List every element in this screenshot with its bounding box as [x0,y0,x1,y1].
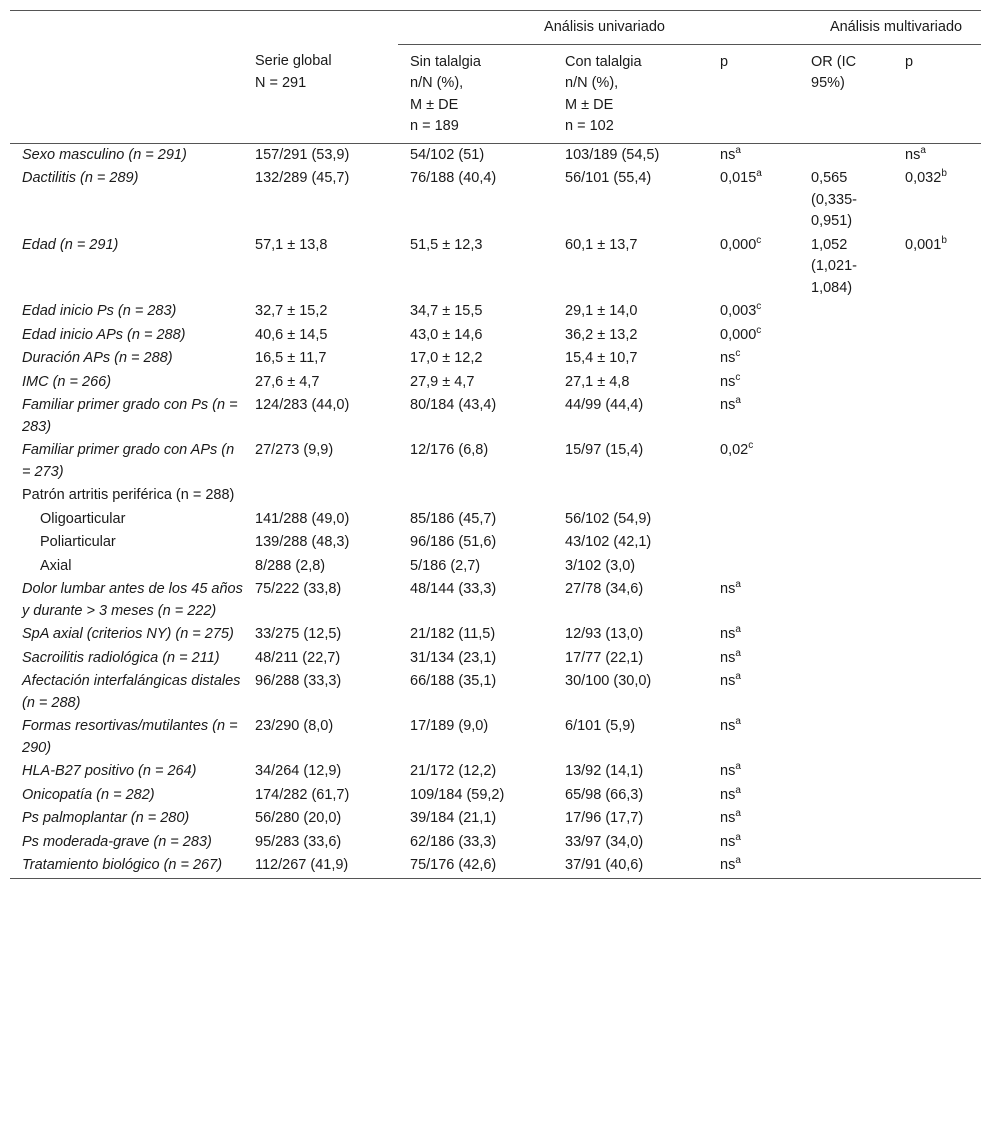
cell-global: 32,7 ± 15,2 [255,303,328,319]
table-row [10,854,981,878]
cell-with-talalgia: 15,4 ± 10,7 [565,350,638,366]
row-label: Afectación interfalángicas distales (n = 288) [22,673,241,711]
cell-or-ci [799,807,893,831]
cell-or-ci [799,371,893,395]
col-p-multivariate: p [893,44,981,143]
cell-global: 139/288 (48,3) [255,534,350,550]
table-row [10,831,981,855]
row-label: Sexo masculino (n = 291) [22,146,187,163]
cell-no-talalgia: 48/144 (33,3) [410,581,497,597]
cell-p-univariate: $ns^a$ [708,854,799,878]
cell-p-multivariate [893,578,981,623]
cell-or-ci [799,784,893,808]
row-label: Axial [40,557,72,574]
cell-p-univariate: $ns^a$ [720,647,741,666]
row-label: Patrón artritis periférica (n = 288) [22,487,235,503]
cell-global: 57,1 ± 13,8 [255,236,328,253]
cell-no-talalgia: 5/186 (2,7) [410,557,481,574]
cell-p-multivariate [893,347,981,371]
table-row [10,555,981,579]
cell-or-ci [799,555,893,579]
row-label: Sacroilitis radiológica (n = 211) [22,649,220,666]
cell-p-univariate: $ns^a$ [720,831,741,850]
cell-p-multivariate [893,508,981,532]
cell-no-talalgia: 109/184 (59,2) [410,786,505,803]
cell-p-multivariate [893,300,981,324]
row-label: Onicopatía (n = 282) [22,786,155,803]
cell-with-talalgia: 17/96 (17,7) [565,810,644,826]
table-body [10,143,981,878]
cell-p-multivariate: 0,032$^b$ [905,168,947,186]
cell-with-talalgia: 15/97 (15,4) [565,442,644,458]
row-label: HLA-B27 positivo (n = 264) [22,763,197,779]
cell-or-ci [799,300,893,324]
cell-global: 56/280 (20,0) [255,810,342,826]
cell-p-univariate: $ns^a$ [720,761,741,779]
cell-global: 95/283 (33,6) [255,833,342,850]
cell-p-univariate: 0,000$^c$ [720,324,762,343]
cell-with-talalgia: 33/97 (34,0) [565,833,644,850]
table-row [10,234,981,301]
cell-or-ci [799,143,893,167]
cell-or-ci [799,347,893,371]
table-row [10,394,981,439]
cell-p-multivariate [893,670,981,715]
multivariate-group-header: Análisis multivariado [799,11,981,45]
row-label: Tratamiento biológico (n = 267) [10,854,243,878]
cell-no-talalgia: 66/188 (35,1) [410,673,497,689]
cell-p-univariate: $ns^a$ [720,784,741,803]
col-p-univariate: p [708,44,799,143]
table-row [10,578,981,623]
cell-global: 96/288 (33,3) [255,673,342,689]
cell-p-univariate: $ns^a$ [720,579,741,597]
cell-p-multivariate [893,324,981,348]
cell-with-talalgia: 27,1 ± 4,8 [565,373,630,390]
cell-no-talalgia: 75/176 (42,6) [398,854,553,878]
cell-p-univariate: $ns^a$ [720,671,741,689]
cell-global: 157/291 (53,9) [255,146,350,163]
col-with-talalgia: Con talalgia n/N (%), M ± DE n = 102 [553,44,708,143]
cell-p-multivariate: $ns^a$ [905,144,926,163]
cell-with-talalgia: 36,2 ± 13,2 [565,326,638,343]
table-row [10,371,981,395]
cell-with-talalgia: 17/77 (22,1) [565,649,644,666]
table-container [10,10,981,879]
cell-p-univariate: 0,000$^c$ [720,234,762,253]
cell-with-talalgia: 56/102 (54,9) [565,510,652,527]
row-label: Edad inicio APs (n = 288) [22,326,186,343]
table-row [10,784,981,808]
table-row [10,760,981,784]
table-row [10,484,981,508]
col-global: Serie global N = 291 [243,44,398,143]
cell-or-ci [799,831,893,855]
cell-global: 16,5 ± 11,7 [255,350,327,366]
cell-p-multivariate [893,807,981,831]
cell-no-talalgia: 54/102 (51) [410,146,485,163]
cell-global: 27/273 (9,9) [255,442,334,458]
cell-or-ci [799,508,893,532]
results-table [10,10,981,879]
cell-with-talalgia: 30/100 (30,0) [565,673,652,689]
cell-p-multivariate [893,623,981,647]
cell-with-talalgia: 3/102 (3,0) [565,557,636,574]
row-label: Duración APs (n = 288) [22,350,173,366]
cell-or-ci [799,854,893,878]
cell-p-univariate [708,531,799,555]
cell-p-multivariate [893,394,981,439]
cell-p-univariate: $ns^c$ [720,348,741,366]
row-label: Familiar primer grado con Ps (n = 283) [22,397,238,435]
cell-or-ci [799,623,893,647]
col-no-talalgia: Sin talalgia n/N (%), M ± DE n = 189 [398,44,553,143]
cell-global: 124/283 (44,0) [255,397,350,413]
cell-no-talalgia: 51,5 ± 12,3 [410,236,483,253]
cell-with-talalgia: 65/98 (66,3) [565,786,644,803]
cell-global: 8/288 (2,8) [255,557,326,574]
cell-or-ci: 1,052 (1,021-1,084) [811,236,857,296]
cell-with-talalgia: 29,1 ± 14,0 [565,303,638,319]
cell-no-talalgia: 17,0 ± 12,2 [410,350,483,366]
row-label: Familiar primer grado con APs (n = 273) [22,442,235,480]
table-row [10,647,981,671]
row-label: Edad inicio Ps (n = 283) [22,303,177,319]
cell-or-ci [799,394,893,439]
cell-no-talalgia: 43,0 ± 14,6 [410,326,483,343]
cell-p-multivariate [893,555,981,579]
cell-p-multivariate [893,715,981,760]
cell-p-univariate: $ns^a$ [720,716,741,734]
row-label: Edad (n = 291) [22,236,119,253]
cell-global: 112/267 (41,9) [243,854,398,878]
row-label: Poliarticular [40,534,116,550]
row-label: IMC (n = 266) [22,373,112,390]
cell-global: 40,6 ± 14,5 [255,326,328,343]
cell-or-ci [799,715,893,760]
cell-global: 141/288 (49,0) [255,510,350,527]
cell-p-univariate [708,555,799,579]
col-or-ci: OR (IC 95%) [799,44,893,143]
table-row [10,670,981,715]
cell-or-ci [799,439,893,484]
cell-global: 132/289 (45,7) [255,170,350,186]
row-label: Dolor lumbar antes de los 45 años y durante > 3 meses (n = 222) [22,581,243,619]
table-row [10,167,981,234]
cell-with-talalgia: 37/91 (40,6) [553,854,708,878]
cell-p-multivariate [893,531,981,555]
cell-p-univariate [708,508,799,532]
cell-with-talalgia: 56/101 (55,4) [565,170,652,186]
cell-with-talalgia: 44/99 (44,4) [565,397,644,413]
cell-global: 48/211 (22,7) [255,649,341,666]
cell-no-talalgia: 34,7 ± 15,5 [410,303,483,319]
cell-no-talalgia: 80/184 (43,4) [410,397,497,413]
cell-p-univariate: $ns^a$ [720,395,741,413]
cell-p-multivariate [893,784,981,808]
row-label: Ps moderada-grave (n = 283) [22,833,212,850]
row-label: SpA axial (criterios NY) (n = 275) [22,626,234,642]
cell-global: 174/282 (61,7) [255,786,350,803]
table-row [10,143,981,167]
cell-p-univariate: 0,015$^a$ [720,168,762,186]
row-label: Ps palmoplantar (n = 280) [22,810,190,826]
cell-p-univariate: $ns^a$ [720,624,741,642]
cell-no-talalgia: 76/188 (40,4) [410,170,497,186]
cell-p-multivariate [893,439,981,484]
cell-global: 75/222 (33,8) [255,581,342,597]
cell-p-multivariate [893,831,981,855]
cell-with-talalgia: 60,1 ± 13,7 [565,236,638,253]
cell-no-talalgia: 39/184 (21,1) [410,810,497,826]
cell-with-talalgia: 27/78 (34,6) [565,581,644,597]
cell-no-talalgia: 31/134 (23,1) [410,649,497,666]
cell-no-talalgia: 62/186 (33,3) [410,833,497,850]
cell-with-talalgia: 103/189 (54,5) [565,146,660,163]
cell-global: 23/290 (8,0) [255,718,334,734]
cell-or-ci [799,647,893,671]
table-row [10,439,981,484]
cell-p-univariate: $ns^a$ [720,808,741,826]
cell-global: 33/275 (12,5) [255,626,342,642]
cell-no-talalgia: 27,9 ± 4,7 [410,373,475,390]
cell-no-talalgia: 85/186 (45,7) [410,510,497,527]
cell-global: 27,6 ± 4,7 [255,373,320,390]
cell-with-talalgia: 13/92 (14,1) [565,763,644,779]
table-row [10,324,981,348]
cell-p-multivariate: 0,001$^b$ [905,234,947,253]
cell-no-talalgia: 21/172 (12,2) [410,763,497,779]
table-row [10,508,981,532]
cell-p-univariate: $ns^c$ [720,371,741,390]
cell-or-ci [799,760,893,784]
cell-no-talalgia: 17/189 (9,0) [410,718,489,734]
cell-no-talalgia: 21/182 (11,5) [410,626,496,642]
cell-no-talalgia: 96/186 (51,6) [410,534,497,550]
cell-p-univariate: $ns^a$ [720,144,741,163]
table-row [10,623,981,647]
cell-p-univariate: 0,02$^c$ [720,440,754,458]
cell-p-multivariate [893,760,981,784]
cell-or-ci [799,670,893,715]
cell-with-talalgia: 12/93 (13,0) [565,626,644,642]
univariate-group-header: Análisis univariado [398,11,799,45]
cell-with-talalgia: 43/102 (42,1) [565,534,652,550]
cell-no-talalgia: 12/176 (6,8) [410,442,489,458]
cell-with-talalgia: 6/101 (5,9) [565,718,636,734]
cell-or-ci: 0,565 (0,335-0,951) [811,170,857,229]
cell-p-univariate: 0,003$^c$ [720,301,762,319]
cell-or-ci [799,578,893,623]
row-label: Formas resortivas/mutilantes (n = 290) [22,718,238,756]
table-row [10,807,981,831]
cell-p-multivariate [893,647,981,671]
cell-p-multivariate [893,371,981,395]
cell-or-ci [799,324,893,348]
table-row [10,300,981,324]
row-label: Dactilitis (n = 289) [22,170,139,186]
table-row [10,531,981,555]
table-row [10,715,981,760]
row-label: Oligoarticular [40,510,126,527]
cell-p-multivariate [893,854,981,878]
table-row [10,347,981,371]
group-header-row [10,11,981,45]
cell-global: 34/264 (12,9) [255,763,342,779]
column-header-row [10,44,981,143]
cell-or-ci [799,531,893,555]
